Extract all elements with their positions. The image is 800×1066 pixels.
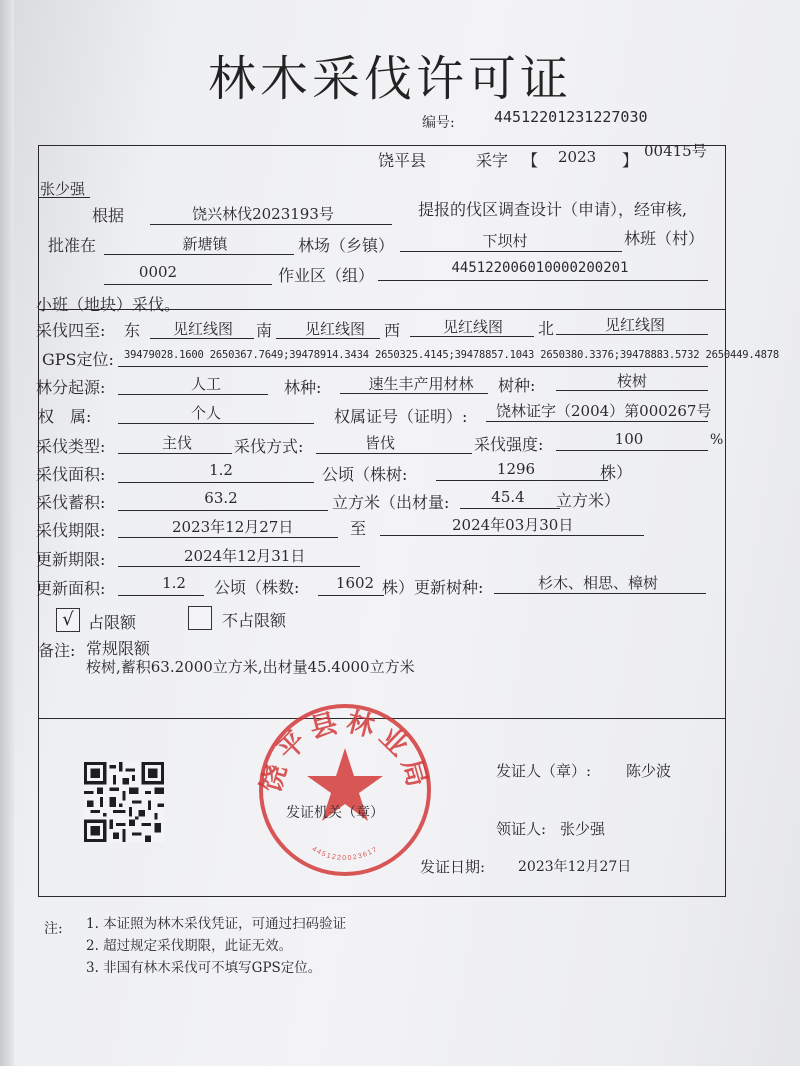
bracket-open: 【 (522, 151, 539, 170)
period-start: 2023年12月27日 (172, 518, 294, 536)
work-lot: 0002 (138, 263, 178, 281)
west-value: 见红线图 (442, 318, 503, 336)
north-label: 北 (538, 319, 555, 338)
cut-type-label: 采伐类型: (36, 437, 106, 456)
applicant-underline (38, 197, 90, 198)
official-seal (255, 700, 435, 880)
no-quota-checkbox[interactable] (188, 606, 212, 630)
renew-area-label: 更新面积: (36, 579, 106, 598)
species-underline (556, 390, 708, 391)
approve-town: 新塘镇 (182, 235, 228, 253)
receiver-label: 领证人: (496, 820, 547, 838)
basis-label: 根据 (92, 206, 125, 225)
remark-line2: 桉树,蓄积63.2000立方米,出材量45.4000立方米 (86, 658, 415, 676)
south-value: 见红线图 (304, 320, 365, 338)
approve-village: 下坝村 (482, 232, 528, 250)
cert-label: 权属证号（证明）: (334, 407, 468, 426)
town-label: 林场（乡镇） (298, 236, 395, 255)
gps-underline (118, 366, 708, 367)
renew-species-label: 株）更新树种: (382, 578, 484, 597)
basis-underline (150, 224, 392, 225)
issue-date-label: 发证日期: (420, 858, 486, 876)
svg-text:4451220023617 (311, 846, 380, 862)
renew-count: 1602 (335, 574, 375, 592)
basis-doc: 饶兴林伐2023193号 (192, 205, 334, 223)
renew-area-value: 1.2 (162, 574, 186, 592)
origin-value: 人工 (190, 375, 221, 393)
authority-label: 发证机关（章） (286, 805, 384, 821)
renew-period-label: 更新期限: (36, 550, 106, 569)
origin-label: 林分起源: (36, 378, 106, 397)
area-underline (118, 482, 314, 483)
volume-underline (118, 510, 328, 511)
cut-type-value: 主伐 (161, 434, 192, 452)
quota-checkbox-checked[interactable]: √ (56, 608, 80, 632)
south-label: 南 (256, 321, 273, 340)
issuer-label: 发证人（章）: (496, 762, 592, 780)
renew-unit-label: 公顷（株数: (214, 578, 300, 597)
approve-label: 批准在 (48, 236, 97, 255)
period-end-underline (380, 535, 644, 536)
volume-value: 63.2 (204, 489, 238, 507)
gps-value: 39479028.1600 2650367.7649;39478914.3434 2650325.4145;39478857.1043 2650380.3376;39478883.5732 2650449.4878 (124, 349, 780, 361)
permit-serial: 00415号 (644, 142, 707, 160)
issuer-name: 陈少波 (626, 762, 672, 780)
forest-type-value: 速生丰产用材林 (368, 375, 474, 393)
cert-underline (486, 421, 708, 422)
area-value: 1.2 (209, 461, 233, 479)
qr-code[interactable] (84, 762, 164, 842)
cut-method-label: 采伐方式: (234, 437, 304, 456)
number-label: 编号: (422, 115, 455, 131)
intensity-label: 采伐强度: (474, 435, 544, 454)
issue-date: 2023年12月27日 (518, 859, 632, 875)
period-to: 至 (350, 519, 367, 538)
south-underline (276, 338, 380, 339)
work-label: 作业区（组） (278, 266, 375, 285)
notes-label: 注: (44, 921, 63, 937)
west-label: 西 (384, 321, 401, 340)
east-value: 见红线图 (172, 320, 233, 338)
village-label: 林班（村） (624, 229, 705, 248)
seal-text: 饶平县林业局 (255, 706, 435, 796)
species-label: 树种: (498, 376, 536, 395)
note-item-3: 3. 非国有林木采伐可不填写GPS定位。 (86, 960, 322, 976)
note-item-2: 2. 超过规定采伐期限，此证无效。 (86, 938, 293, 954)
remark-line1: 常规限额 (86, 639, 151, 658)
tree-unit: 株） (600, 463, 633, 482)
volume-unit-label: 立方米（出材量: (332, 493, 450, 512)
output-underline (460, 508, 560, 509)
period-end: 2024年03月30日 (452, 516, 574, 534)
tree-count: 1296 (496, 460, 536, 478)
cert-value: 饶林证字（2004）第000267号 (496, 402, 712, 420)
forest-type-label: 林种: (284, 378, 322, 397)
north-value: 见红线图 (604, 316, 665, 334)
certificate-title: 林木采伐许可证 (207, 51, 572, 107)
output-value: 45.4 (491, 488, 525, 506)
subplot-text: 小班（地块）采伐。 (36, 295, 181, 314)
volume-label: 采伐蓄积: (36, 493, 106, 512)
town-underline (104, 254, 294, 255)
renew-species: 杉木、相思、樟树 (537, 574, 658, 592)
cut-method-underline (316, 453, 472, 454)
renew-area-underline (118, 595, 204, 596)
seal-code: 4451220023617 (310, 845, 380, 862)
county-label: 饶平县 (378, 151, 427, 170)
north-underline (556, 334, 708, 335)
no-quota-label: 不占限额 (222, 611, 287, 630)
section-line (38, 309, 726, 310)
intensity-value: 100 (614, 430, 644, 448)
remark-label: 备注: (38, 641, 76, 660)
period-label: 采伐期限: (36, 521, 106, 540)
tree-count-underline (436, 480, 608, 481)
origin-underline (118, 394, 268, 395)
cut-method-value: 皆伐 (364, 434, 395, 452)
renew-period-value: 2024年12月31日 (184, 547, 306, 565)
output-unit: 立方米） (556, 491, 621, 510)
cut-type-underline (118, 453, 232, 454)
zi-label: 采字 (476, 151, 509, 170)
intensity-underline (556, 450, 708, 451)
basis-text: 提报的伐区调查设计（申请），经审核, (418, 200, 688, 219)
note-item-1: 1. 本证照为林木采伐凭证，可通过扫码验证 (86, 916, 347, 932)
west-underline (410, 336, 534, 337)
permit-year: 2023 (558, 148, 597, 166)
page-edge (0, 0, 14, 1066)
code-underline (378, 280, 708, 281)
renew-period-underline (118, 566, 360, 567)
period-start-underline (118, 537, 338, 538)
gps-label: GPS定位: (42, 350, 114, 369)
intensity-percent: % (710, 432, 724, 448)
renew-count-underline (318, 595, 384, 596)
area-unit-label: 公顷（株树: (322, 465, 408, 484)
ownership-value: 个人 (190, 404, 221, 422)
area-label: 采伐面积: (36, 465, 106, 484)
type-underline (340, 393, 488, 394)
quota-label: 占限额 (88, 613, 137, 632)
bracket-close: 】 (622, 151, 639, 170)
bounds-label: 采伐四至: (36, 321, 106, 340)
receiver-name: 张少强 (560, 820, 606, 838)
east-underline (150, 338, 254, 339)
village-underline (400, 251, 622, 252)
work-code: 445122006010000200201 (451, 260, 629, 276)
renew-species-underline (494, 593, 706, 594)
applicant-name: 张少强 (40, 180, 86, 198)
ownership-label: 权 属: (38, 407, 92, 426)
east-label: 东 (124, 321, 141, 340)
lot-underline (104, 284, 272, 285)
number-value: 44512201231227030 (494, 108, 648, 126)
species-value: 桉树 (616, 372, 647, 390)
ownership-underline (118, 423, 314, 424)
